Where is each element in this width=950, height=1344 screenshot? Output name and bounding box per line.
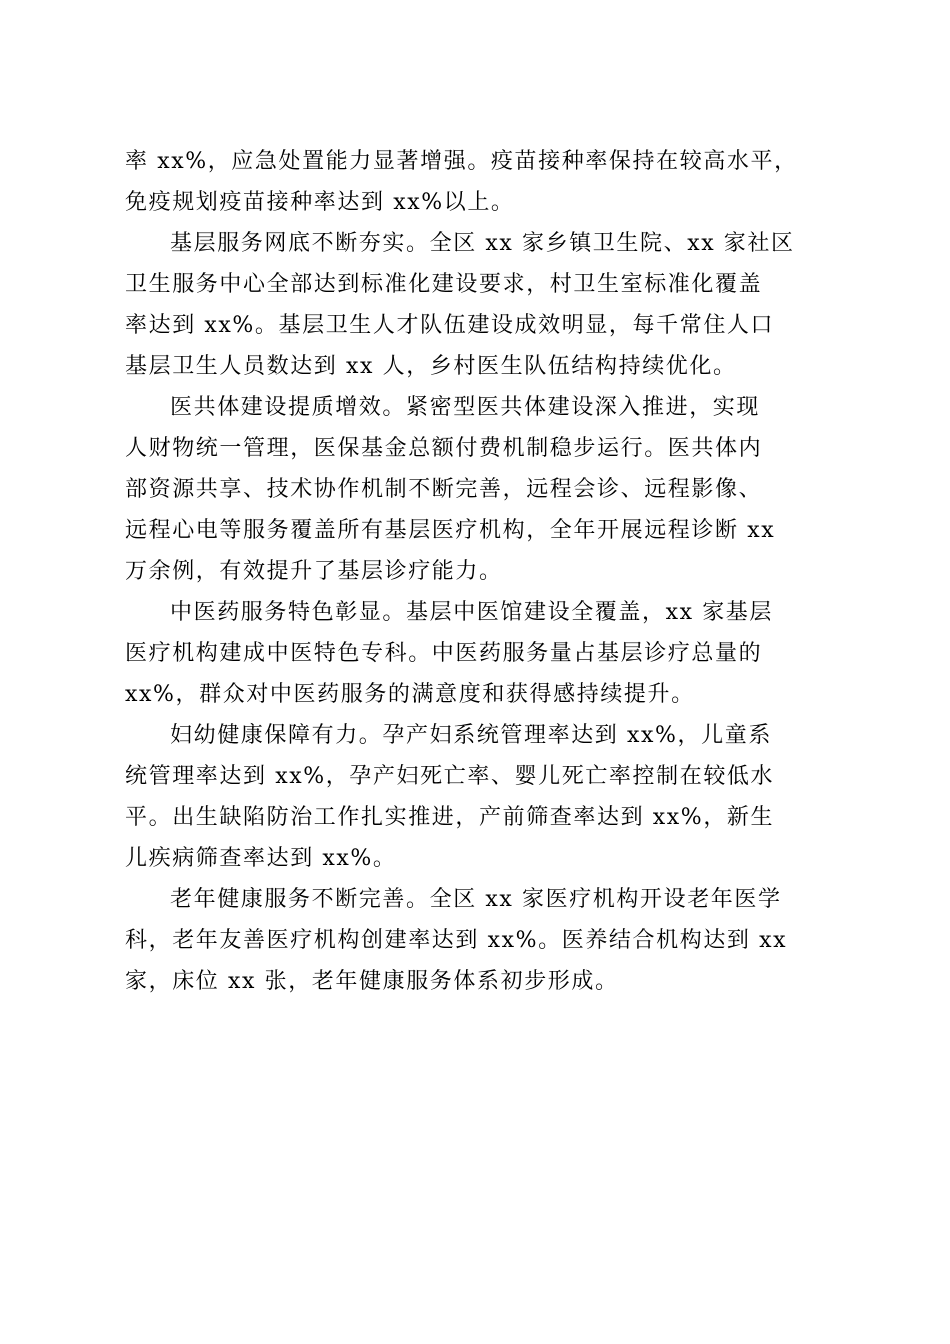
paragraph-medical-community xyxy=(125,387,827,592)
paragraph-vaccination xyxy=(125,141,827,223)
text-line: xx%，群众对中医药服务的满意度和获得感持续提升。 xyxy=(125,682,695,707)
text-line: 免疫规划疫苗接种率达到 xx%以上。 xyxy=(125,190,515,215)
text-line: 老年健康服务不断完善。全区 xx 家医疗机构开设老年医学 xyxy=(170,887,782,912)
text-line: 部资源共享、技术协作机制不断完善，远程会诊、远程影像、 xyxy=(125,477,763,502)
text-line: 儿疾病筛查率达到 xx%。 xyxy=(125,846,397,871)
text-line: 率达到 xx%。基层卫生人才队伍建设成效明显，每千常住人口 xyxy=(125,313,775,338)
text-line: 科，老年友善医疗机构创建率达到 xx%。医养结合机构达到 xx xyxy=(125,928,788,953)
document-body xyxy=(125,141,827,1002)
paragraph-elderly-health xyxy=(125,879,827,1002)
paragraph-tcm-services xyxy=(125,592,827,715)
paragraph-maternal-child-health xyxy=(125,715,827,879)
text-line: 中医药服务特色彰显。基层中医馆建设全覆盖，xx 家基层 xyxy=(170,600,774,625)
text-line: 卫生服务中心全部达到标准化建设要求，村卫生室标准化覆盖 xyxy=(125,272,763,297)
text-line: 率 xx%，应急处置能力显著增强。疫苗接种率保持在较高水平， xyxy=(125,149,798,174)
text-line: 万余例，有效提升了基层诊疗能力。 xyxy=(125,559,503,584)
text-line: 基层卫生人员数达到 xx 人，乡村医生队伍结构持续优化。 xyxy=(125,354,737,379)
text-line: 平。出生缺陷防治工作扎实推进，产前筛查率达到 xx%，新生 xyxy=(125,805,775,830)
text-line: 医疗机构建成中医特色专科。中医药服务量占基层诊疗总量的 xyxy=(125,641,763,666)
text-line: 远程心电等服务覆盖所有基层医疗机构，全年开展远程诊断 xx xyxy=(125,518,776,543)
text-line: 基层服务网底不断夯实。全区 xx 家乡镇卫生院、xx 家社区 xyxy=(170,231,795,256)
text-line: 妇幼健康保障有力。孕产妇系统管理率达到 xx%，儿童系 xyxy=(170,723,772,748)
text-line: 家，床位 xx 张，老年健康服务体系初步形成。 xyxy=(125,969,619,994)
text-line: 医共体建设提质增效。紧密型医共体建设深入推进，实现 xyxy=(170,395,761,420)
paragraph-grassroots-services xyxy=(125,223,827,387)
text-line: 人财物统一管理，医保基金总额付费机制稳步运行。医共体内 xyxy=(125,436,763,461)
text-line: 统管理率达到 xx%，孕产妇死亡率、婴儿死亡率控制在较低水 xyxy=(125,764,775,789)
